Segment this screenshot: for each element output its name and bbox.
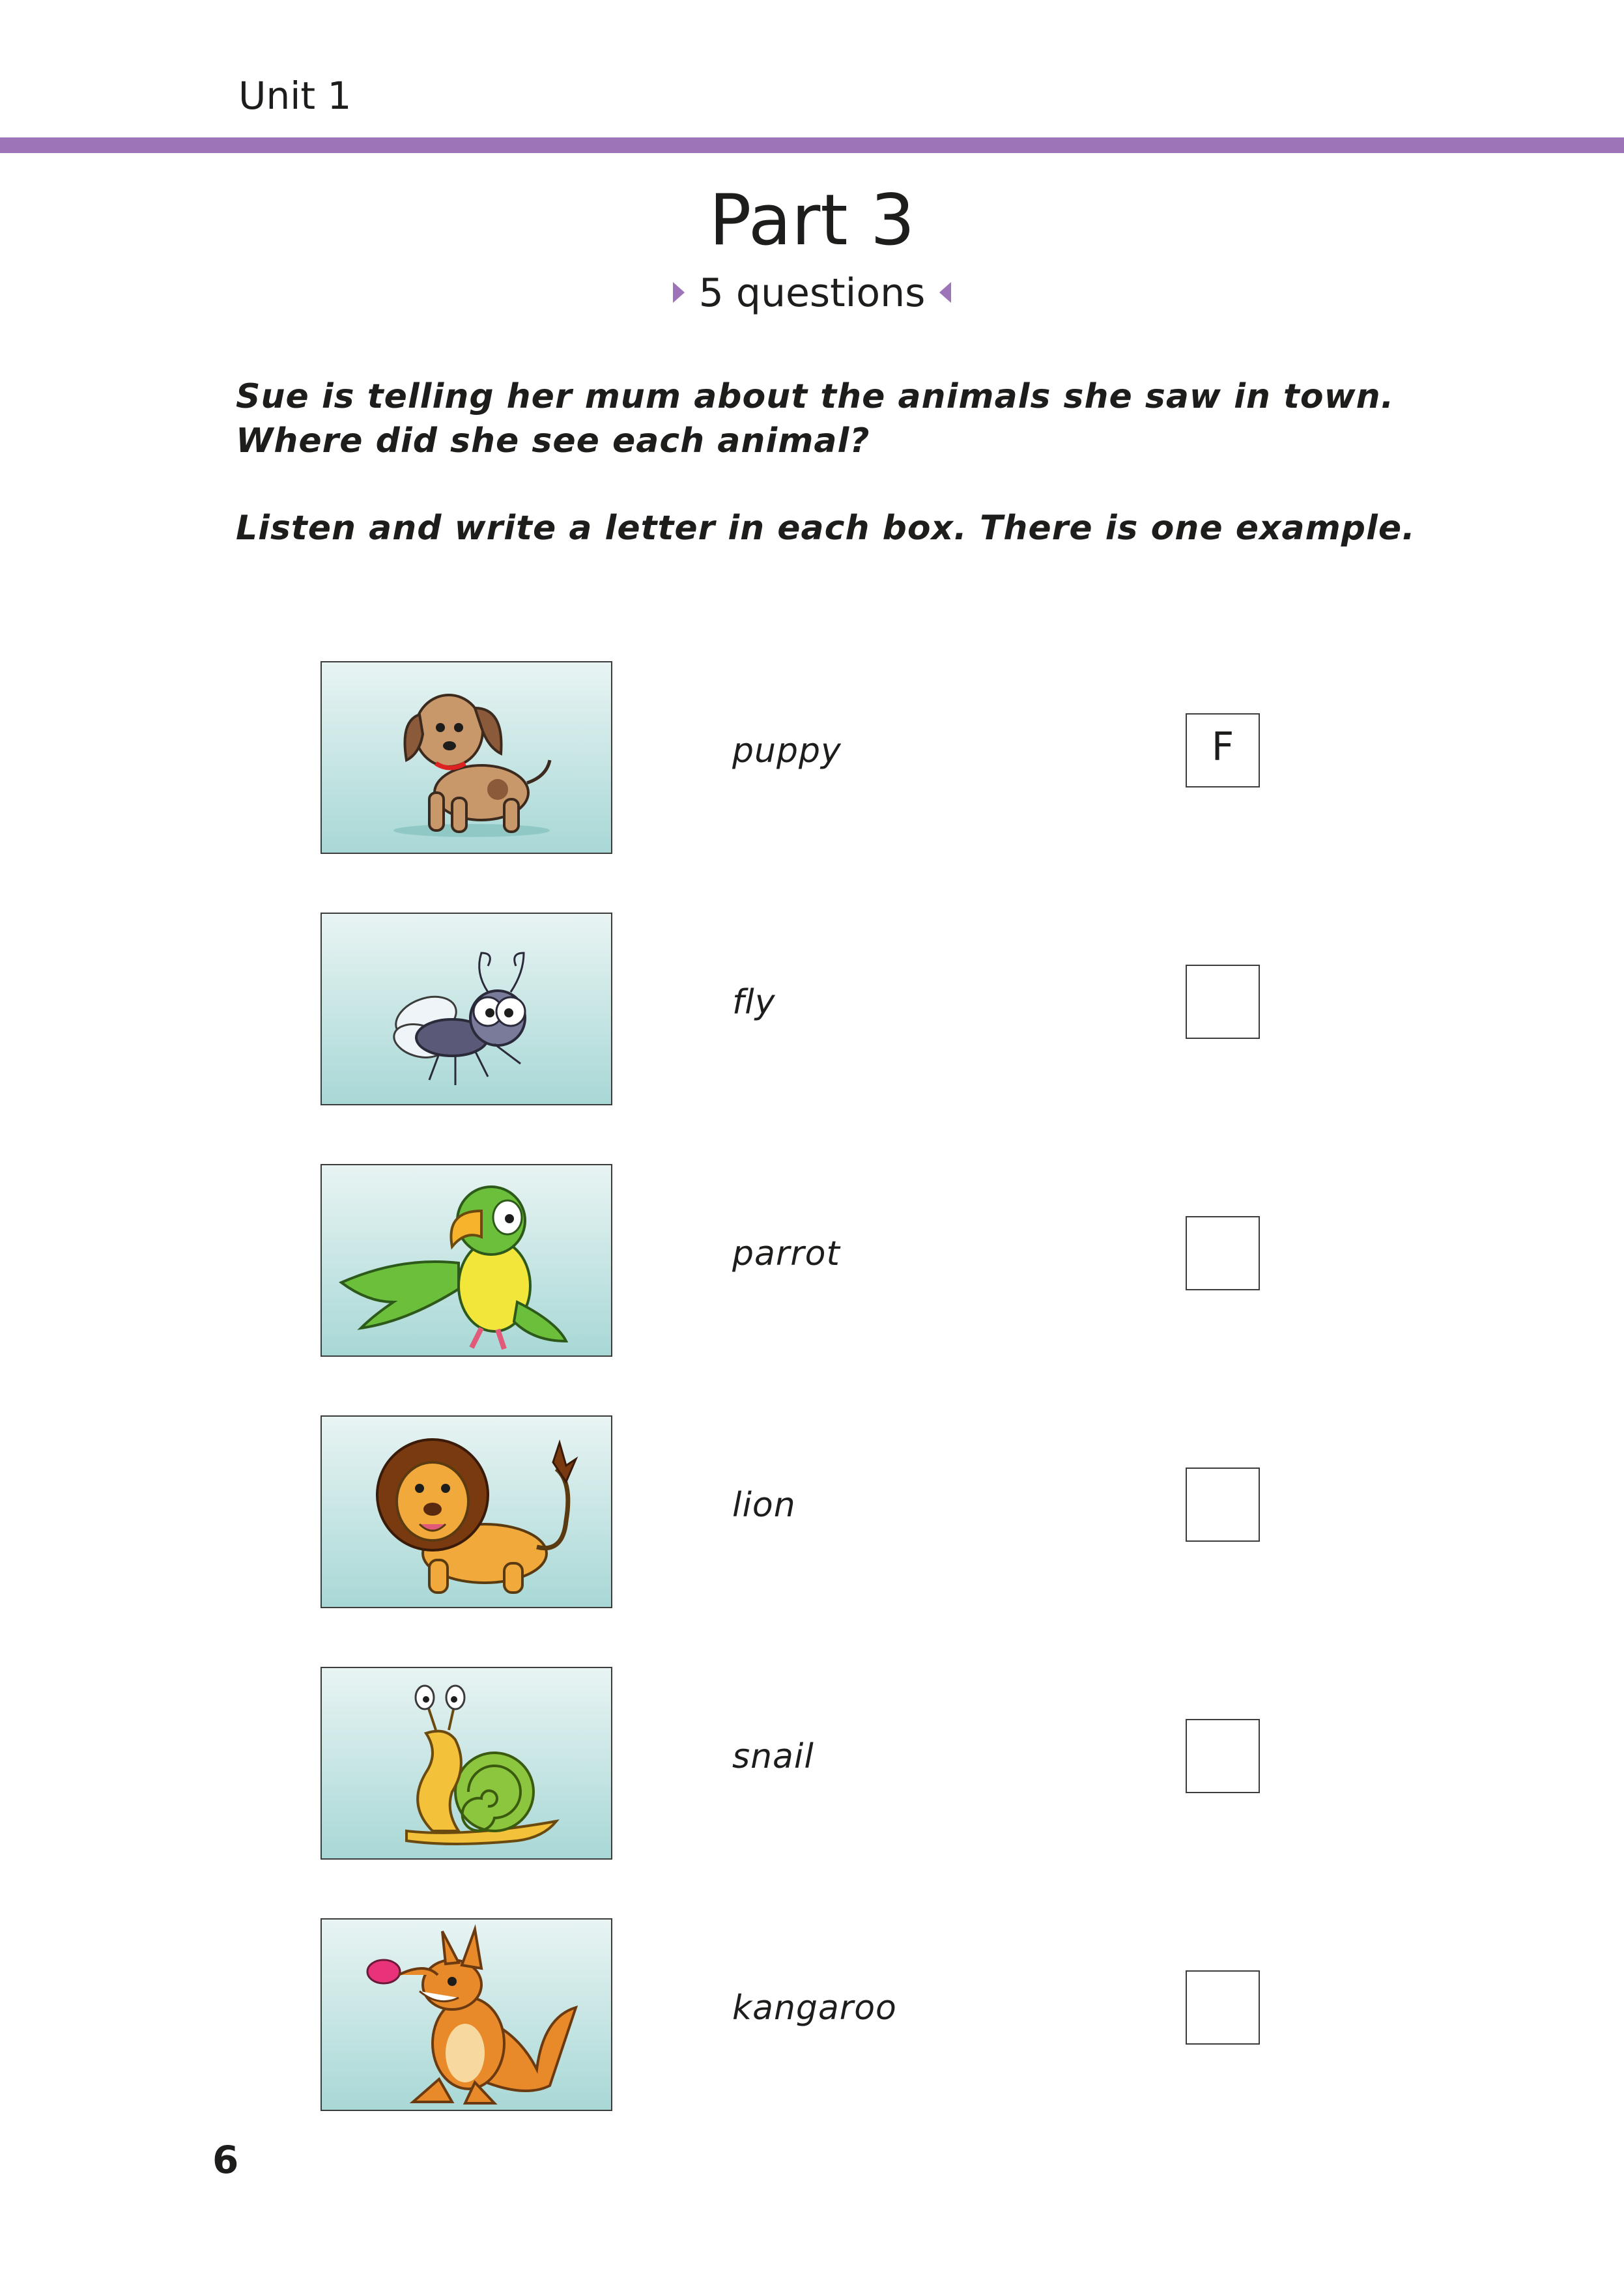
picture-frame xyxy=(321,1164,612,1357)
instructions xyxy=(236,375,1474,550)
item-row-puppy xyxy=(0,661,1624,854)
triangle-left-icon xyxy=(939,282,951,303)
page-number: 6 xyxy=(212,2138,239,2182)
item-row-snail xyxy=(0,1667,1624,1860)
animal-word: snail xyxy=(732,1737,814,1776)
animal-word: fly xyxy=(732,983,776,1022)
fly-icon xyxy=(322,914,611,1104)
animal-word: kangaroo xyxy=(732,1989,897,2028)
snail-icon xyxy=(322,1668,611,1858)
header-divider xyxy=(0,137,1624,153)
question-count-text: 5 questions xyxy=(698,270,926,316)
part-title: Part 3 xyxy=(709,180,915,261)
unit-label: Unit 1 xyxy=(238,74,352,118)
item-row-lion xyxy=(0,1415,1624,1608)
picture-frame xyxy=(321,1415,612,1608)
answer-box[interactable] xyxy=(1186,1468,1260,1542)
picture-frame xyxy=(321,1918,612,2111)
instruction-line: Sue is telling her mum about the animals she saw in town. Where did she see each animal? xyxy=(236,377,1395,461)
item-row-parrot xyxy=(0,1164,1624,1357)
picture-frame xyxy=(321,913,612,1105)
picture-frame xyxy=(321,661,612,854)
kangaroo-icon xyxy=(322,1920,611,2110)
answer-box[interactable] xyxy=(1186,965,1260,1039)
parrot-icon xyxy=(322,1165,611,1355)
answer-box[interactable] xyxy=(1186,1970,1260,2045)
animal-word: parrot xyxy=(732,1234,840,1273)
animal-word: lion xyxy=(732,1486,796,1525)
item-row-kangaroo xyxy=(0,1918,1624,2111)
item-row-fly xyxy=(0,913,1624,1105)
instruction-line: Listen and write a letter in each box. There is one example. xyxy=(236,509,1416,548)
animal-word: puppy xyxy=(732,731,842,771)
answer-box[interactable] xyxy=(1186,1719,1260,1793)
puppy-icon xyxy=(322,662,611,853)
question-count xyxy=(0,270,1624,316)
lion-icon xyxy=(322,1417,611,1607)
answer-box[interactable] xyxy=(1186,1216,1260,1290)
answer-box[interactable]: F xyxy=(1186,713,1260,787)
triangle-right-icon xyxy=(673,282,685,303)
picture-frame xyxy=(321,1667,612,1860)
